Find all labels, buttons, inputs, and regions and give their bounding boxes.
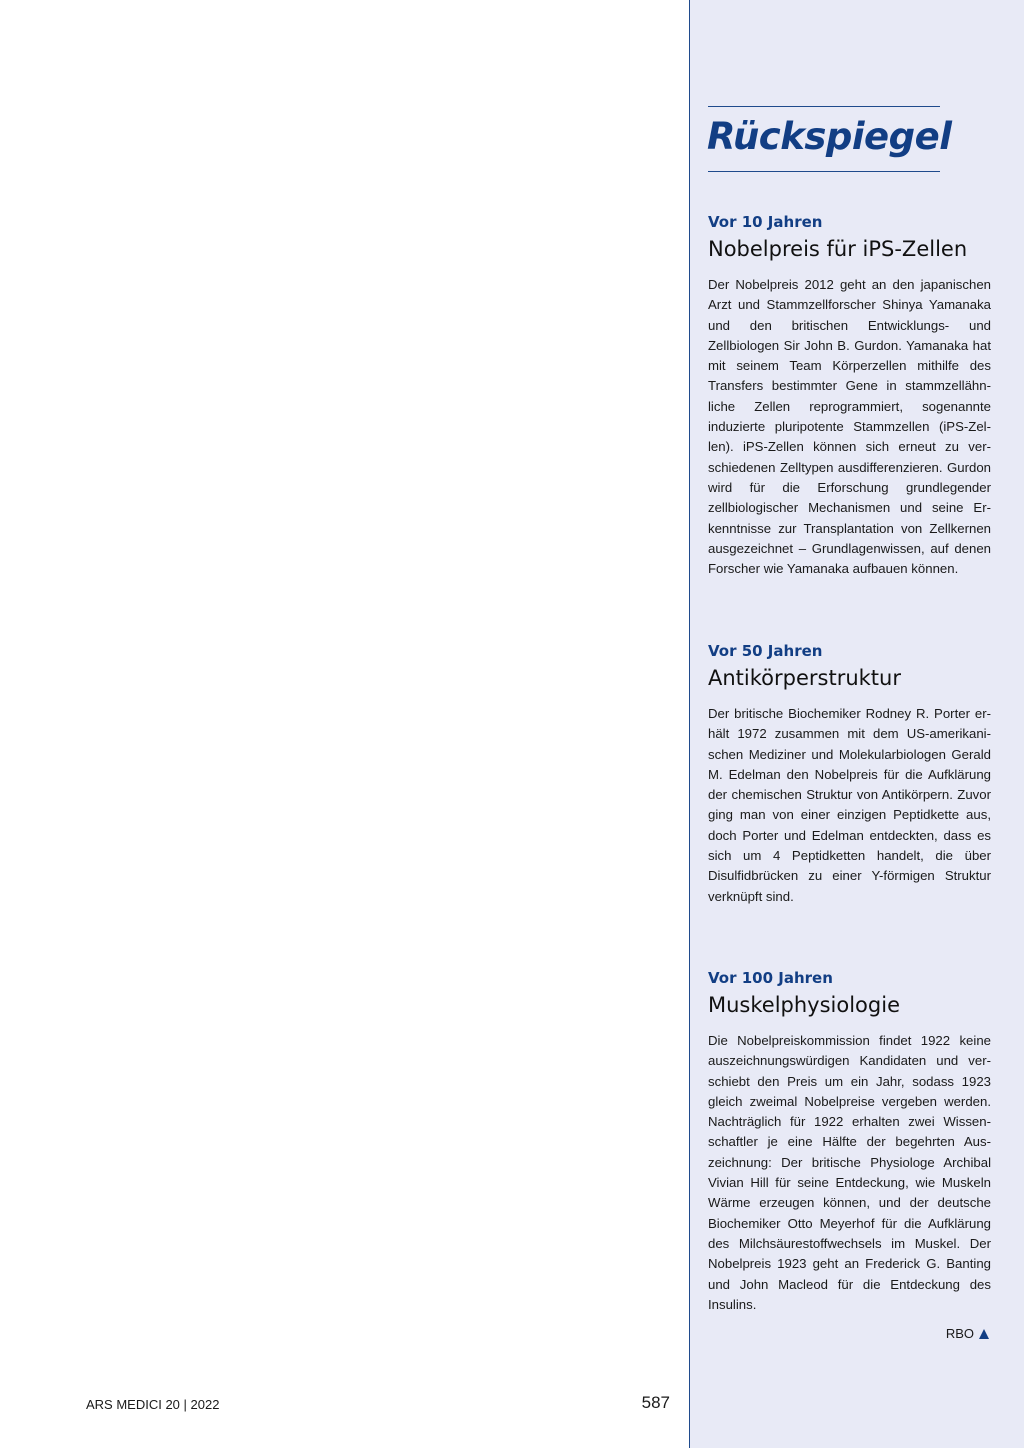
title-top-rule: [708, 106, 940, 107]
signature-text: RBO: [945, 1326, 974, 1341]
section-body: Der britische Biochemiker Rodney R. Porter erhält 1972 zusammen mit dem US-amerikanischen Mediziner und Molekularbiologen Gerald M. Edelman den Nobelpreis für die Aufklärung der chemischen Struktur von Antikörpern. Zuvor ging man von einer einzigen Peptidkette aus, doch Porter und Edelman entdeckten, dass es sich um 4 Peptidketten handelt, die über Disulfidbrücken zu einer Y-förmigen Struktur verknüpft sind.: [708, 706, 991, 904]
section-body: Die Nobelpreiskommission findet 1922 keine auszeichnungswürdigen Kandidaten und verschiebt den Preis um ein Jahr, sodass 1923 gleich zweimal Nobelpreise vergeben werden. Nachträglich für 1922 erhalten zwei Wissenschaftler je eine Hälfte der begehrten Auszeichnung: Der britische Physiologe Archibal Vivian Hill für seine Entdeckung, wie Muskeln Wärme erzeugen können, und der deutsche Biochemiker Otto Meyerhof für die Aufklärung des Milchsäurestoffwechsels im Muskel. Der Nobelpreis 1923 geht an Frederick G. Banting und John Macleod für die Entdeckung des Insulins.: [708, 1033, 991, 1312]
sidebar-panel: [689, 0, 1024, 1448]
section-100-years: [708, 968, 991, 1315]
section-kicker: Vor 50 Jahren: [708, 642, 823, 660]
section-kicker: Vor 10 Jahren: [708, 213, 823, 231]
section-10-years: [708, 212, 991, 579]
section-kicker: Vor 100 Jahren: [708, 969, 833, 987]
page-number: 587: [641, 1393, 670, 1412]
section-50-years: [708, 641, 991, 907]
section-body: Der Nobelpreis 2012 geht an den japanischen Arzt und Stammzellforscher Shinya Yamanaka und den britischen Entwicklungs- und Zellbiologen Sir John B. Gurdon. Yamanaka hat mit seinem Team Körperzellen mithilfe des Transfers bestimmter Gene in stammzellähnliche Zellen reprogrammiert, sogenannte induzierte pluripotente Stammzellen (iPS-Zellen). iPS-Zellen können sich erneut zu verschiedenen Zelltypen ausdifferenzieren. Gurdon wird für die Erforschung grundlegender zellbiologischer Mechanismen und seine Erkenntnisse zur Transplantation von Zellkernen ausgezeichnet – Grundlagenwissen, auf denen Forscher wie Yamanaka aufbauen können.: [708, 277, 991, 577]
footer-journal: ARS MEDICI 20 | 2022: [86, 1397, 220, 1412]
triangle-up-icon: [979, 1329, 989, 1339]
section-heading: Antikörperstruktur: [708, 666, 901, 690]
author-signature: [946, 1326, 989, 1341]
page-title: Rückspiegel: [707, 115, 952, 158]
section-heading: Muskelphysiologie: [708, 993, 900, 1017]
title-bottom-rule: [708, 171, 940, 172]
section-heading: Nobelpreis für iPS-Zellen: [708, 237, 968, 261]
